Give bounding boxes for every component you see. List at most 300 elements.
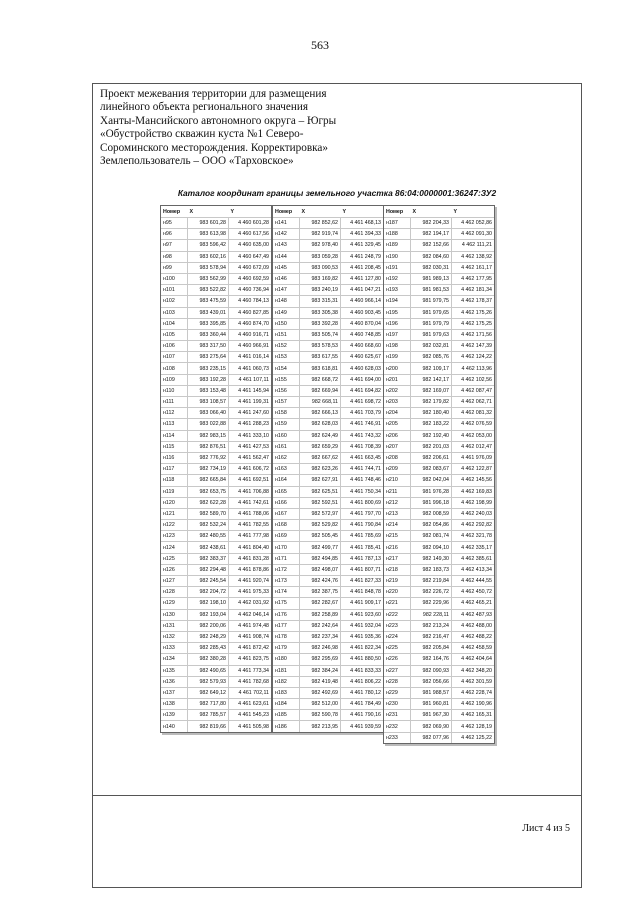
x-coordinate: 982 008,59: [411, 508, 452, 519]
table-row: [161, 374, 271, 385]
x-coordinate: 983 240,19: [300, 285, 341, 296]
y-coordinate: 4 460 628,03: [341, 363, 384, 374]
point-number: н145: [273, 262, 300, 273]
table-row: [384, 654, 494, 665]
point-number: н176: [273, 609, 300, 620]
x-coordinate: 982 294,48: [188, 564, 229, 575]
y-coordinate: 4 462 091,30: [452, 229, 495, 240]
y-coordinate: 4 460 966,91: [229, 341, 272, 352]
table-row: [161, 408, 271, 419]
y-coordinate: 4 461 935,36: [341, 631, 384, 642]
x-coordinate: 982 205,84: [411, 643, 452, 654]
x-coordinate: 981 988,57: [411, 687, 452, 698]
table-row: [384, 542, 494, 553]
table-row: [161, 218, 271, 229]
y-coordinate: 4 461 800,69: [341, 497, 384, 508]
point-number: н104: [161, 318, 188, 329]
y-coordinate: 4 461 782,55: [229, 520, 272, 531]
point-number: н165: [273, 486, 300, 497]
x-coordinate: 983 617,55: [300, 352, 341, 363]
point-number: н149: [273, 307, 300, 318]
y-coordinate: 4 460 784,13: [229, 296, 272, 307]
point-number: н221: [384, 598, 411, 609]
y-coordinate: 4 461 777,98: [229, 531, 272, 542]
point-number: н175: [273, 598, 300, 609]
table-row: [384, 307, 494, 318]
x-coordinate: 982 204,33: [411, 218, 452, 229]
x-coordinate: 982 200,06: [188, 620, 229, 631]
table-row: [161, 318, 271, 329]
table-row: [161, 676, 271, 687]
point-number: н118: [161, 475, 188, 486]
y-coordinate: 4 460 736,94: [229, 285, 272, 296]
x-coordinate: 983 395,85: [188, 318, 229, 329]
x-coordinate: 982 285,43: [188, 643, 229, 654]
y-coordinate: 4 461 750,34: [341, 486, 384, 497]
point-number: н233: [384, 732, 411, 743]
y-coordinate: 4 461 784,49: [341, 699, 384, 710]
point-number: н200: [384, 363, 411, 374]
y-coordinate: 4 462 385,61: [452, 553, 495, 564]
x-coordinate: 982 480,55: [188, 531, 229, 542]
table-row: [273, 441, 383, 452]
y-coordinate: 4 462 198,99: [452, 497, 495, 508]
point-number: н189: [384, 240, 411, 251]
table-row: [161, 497, 271, 508]
x-coordinate: 982 206,61: [411, 452, 452, 463]
point-number: н213: [384, 508, 411, 519]
y-coordinate: 4 461 790,16: [341, 710, 384, 721]
y-coordinate: 4 461 742,61: [229, 497, 272, 508]
y-coordinate: 4 461 920,74: [229, 576, 272, 587]
x-coordinate: 982 383,37: [188, 553, 229, 564]
x-coordinate: 982 030,31: [411, 262, 452, 273]
table-row: [384, 475, 494, 486]
x-coordinate: 983 392,28: [300, 318, 341, 329]
y-coordinate: 4 461 606,72: [229, 464, 272, 475]
y-coordinate: 4 461 848,78: [341, 587, 384, 598]
x-coordinate: 982 213,95: [300, 721, 341, 732]
x-coordinate: 982 498,07: [300, 564, 341, 575]
table-row: [273, 464, 383, 475]
table-row: [273, 631, 383, 642]
point-number: н141: [273, 218, 300, 229]
table-row: [273, 240, 383, 251]
x-coordinate: 982 499,77: [300, 542, 341, 553]
point-number: н172: [273, 564, 300, 575]
table-row: [161, 542, 271, 553]
y-coordinate: 4 462 404,64: [452, 654, 495, 665]
point-number: н142: [273, 229, 300, 240]
point-number: н110: [161, 385, 188, 396]
x-coordinate: 983 578,94: [188, 262, 229, 273]
x-coordinate: 982 179,82: [411, 397, 452, 408]
x-coordinate: 982 717,80: [188, 699, 229, 710]
table-row: [273, 520, 383, 531]
y-coordinate: 4 462 161,17: [452, 262, 495, 273]
x-coordinate: 983 578,53: [300, 341, 341, 352]
table-row: [384, 665, 494, 676]
point-number: н226: [384, 654, 411, 665]
table-row: [384, 631, 494, 642]
y-coordinate: 4 461 047,21: [341, 285, 384, 296]
point-number: н161: [273, 441, 300, 452]
table-row: [161, 397, 271, 408]
table-row: [273, 497, 383, 508]
x-coordinate: 982 512,00: [300, 699, 341, 710]
y-coordinate: 4 461 505,98: [229, 721, 272, 732]
table-row: [384, 721, 494, 732]
y-coordinate: 4 461 880,50: [341, 654, 384, 665]
table-row: [384, 486, 494, 497]
y-coordinate: 4 461 823,75: [229, 654, 272, 665]
x-coordinate: 981 979,63: [411, 329, 452, 340]
point-number: н173: [273, 576, 300, 587]
point-number: н113: [161, 419, 188, 430]
table-row: [384, 464, 494, 475]
point-number: н148: [273, 296, 300, 307]
table-row: [273, 564, 383, 575]
x-coordinate: 983 059,28: [300, 251, 341, 262]
x-coordinate: 983 192,28: [188, 374, 229, 385]
table-row: [384, 497, 494, 508]
y-coordinate: 4 462 076,59: [452, 419, 495, 430]
table-row: [384, 352, 494, 363]
point-number: н196: [384, 318, 411, 329]
table-row: [384, 676, 494, 687]
y-coordinate: 4 461 806,22: [341, 676, 384, 687]
x-coordinate: 982 590,78: [300, 710, 341, 721]
x-coordinate: 982 529,82: [300, 520, 341, 531]
y-coordinate: 4 462 102,56: [452, 374, 495, 385]
point-number: н198: [384, 341, 411, 352]
table-row: [384, 520, 494, 531]
x-coordinate: 982 226,72: [411, 587, 452, 598]
x-coordinate: 982 216,47: [411, 631, 452, 642]
table-row: [161, 508, 271, 519]
point-number: н216: [384, 542, 411, 553]
point-number: н180: [273, 654, 300, 665]
point-number: н202: [384, 385, 411, 396]
x-coordinate: 982 142,17: [411, 374, 452, 385]
x-coordinate: 982 572,97: [300, 508, 341, 519]
point-number: н222: [384, 609, 411, 620]
table-header-row: [161, 206, 271, 218]
table-row: [384, 553, 494, 564]
point-number: н125: [161, 553, 188, 564]
x-coordinate: 982 819,66: [188, 721, 229, 732]
x-coordinate: 982 384,24: [300, 665, 341, 676]
header-line: Проект межевания территории для размещения: [100, 88, 327, 100]
y-coordinate: 4 460 647,49: [229, 251, 272, 262]
x-coordinate: 982 083,67: [411, 464, 452, 475]
y-coordinate: 4 461 199,31: [229, 397, 272, 408]
point-number: н119: [161, 486, 188, 497]
table-row: [384, 576, 494, 587]
point-number: н220: [384, 587, 411, 598]
x-coordinate: 983 505,74: [300, 329, 341, 340]
point-number: н133: [161, 643, 188, 654]
table-row: [273, 576, 383, 587]
table-row: [273, 687, 383, 698]
table-row: [273, 329, 383, 340]
table-row: [273, 676, 383, 687]
table-row: [273, 397, 383, 408]
table-row: [384, 419, 494, 430]
x-coordinate: 982 659,29: [300, 441, 341, 452]
point-number: н158: [273, 408, 300, 419]
point-number: н101: [161, 285, 188, 296]
coordinates-table: [273, 206, 383, 732]
y-coordinate: 4 461 833,33: [341, 665, 384, 676]
y-coordinate: 4 462 175,26: [452, 307, 495, 318]
x-coordinate: 982 785,57: [188, 710, 229, 721]
point-number: н214: [384, 520, 411, 531]
point-number: н199: [384, 352, 411, 363]
x-coordinate: 983 022,88: [188, 419, 229, 430]
y-coordinate: 4 461 208,45: [341, 262, 384, 273]
x-coordinate: 982 876,51: [188, 441, 229, 452]
point-number: н203: [384, 397, 411, 408]
x-coordinate: 982 248,29: [188, 631, 229, 642]
point-number: н135: [161, 665, 188, 676]
header-y: Y: [453, 208, 458, 215]
table-row: [161, 576, 271, 587]
point-number: н155: [273, 374, 300, 385]
x-coordinate: 982 213,24: [411, 620, 452, 631]
y-coordinate: 4 461 909,17: [341, 598, 384, 609]
x-coordinate: 983 066,40: [188, 408, 229, 419]
point-number: н128: [161, 587, 188, 598]
x-coordinate: 982 054,86: [411, 520, 452, 531]
y-coordinate: 4 461 744,71: [341, 464, 384, 475]
y-coordinate: 4 462 458,59: [452, 643, 495, 654]
y-coordinate: 4 461 785,41: [341, 542, 384, 553]
point-number: н187: [384, 218, 411, 229]
table-row: [273, 654, 383, 665]
y-coordinate: 4 462 175,25: [452, 318, 495, 329]
point-number: н108: [161, 363, 188, 374]
y-coordinate: 4 461 692,51: [229, 475, 272, 486]
table-row: [161, 699, 271, 710]
x-coordinate: 982 625,51: [300, 486, 341, 497]
table-row: [273, 352, 383, 363]
header-x: X: [189, 208, 194, 215]
x-coordinate: 983 602,16: [188, 251, 229, 262]
y-coordinate: 4 462 125,22: [452, 732, 495, 743]
point-number: н129: [161, 598, 188, 609]
point-number: н191: [384, 262, 411, 273]
x-coordinate: 982 623,26: [300, 464, 341, 475]
y-coordinate: 4 461 708,39: [341, 441, 384, 452]
x-coordinate: 983 153,48: [188, 385, 229, 396]
table-row: [161, 631, 271, 642]
table-row: [384, 620, 494, 631]
header-line: Землепользователь – ООО «Тарховское»: [100, 155, 294, 168]
y-coordinate: 4 461 743,32: [341, 430, 384, 441]
coordinates-table-3: [383, 205, 495, 744]
table-row: [161, 721, 271, 732]
y-coordinate: 4 460 916,71: [229, 329, 272, 340]
y-coordinate: 4 461 878,86: [229, 564, 272, 575]
y-coordinate: 4 461 698,72: [341, 397, 384, 408]
table-row: [161, 229, 271, 240]
y-coordinate: 4 461 329,45: [341, 240, 384, 251]
table-row: [273, 307, 383, 318]
header-y: Y: [230, 208, 235, 215]
y-coordinate: 4 462 240,03: [452, 508, 495, 519]
y-coordinate: 4 461 623,61: [229, 699, 272, 710]
point-number: н185: [273, 710, 300, 721]
point-number: н131: [161, 620, 188, 631]
y-coordinate: 4 462 147,39: [452, 341, 495, 352]
y-coordinate: 4 460 966,14: [341, 296, 384, 307]
table-row: [273, 699, 383, 710]
y-coordinate: 4 462 178,37: [452, 296, 495, 307]
y-coordinate: 4 462 165,31: [452, 710, 495, 721]
table-row: [161, 452, 271, 463]
y-coordinate: 4 462 450,72: [452, 587, 495, 598]
x-coordinate: 982 246,98: [300, 643, 341, 654]
point-number: н219: [384, 576, 411, 587]
point-number: н228: [384, 676, 411, 687]
point-number: н153: [273, 352, 300, 363]
table-header-row: [384, 206, 494, 218]
table-row: [161, 251, 271, 262]
y-coordinate: 4 462 138,92: [452, 251, 495, 262]
x-coordinate: 982 245,54: [188, 576, 229, 587]
x-coordinate: 982 622,28: [188, 497, 229, 508]
table-row: [384, 609, 494, 620]
y-coordinate: 4 460 870,04: [341, 318, 384, 329]
point-number: н121: [161, 508, 188, 519]
table-row: [384, 296, 494, 307]
point-number: н103: [161, 307, 188, 318]
y-coordinate: 4 461 939,59: [341, 721, 384, 732]
x-coordinate: 982 666,13: [300, 408, 341, 419]
y-coordinate: 4 460 617,56: [229, 229, 272, 240]
table-row: [384, 285, 494, 296]
point-number: н218: [384, 564, 411, 575]
x-coordinate: 982 419,48: [300, 676, 341, 687]
table-row: [161, 486, 271, 497]
table-row: [161, 441, 271, 452]
point-number: н143: [273, 240, 300, 251]
point-number: н111: [161, 397, 188, 408]
x-coordinate: 982 149,30: [411, 553, 452, 564]
point-number: н169: [273, 531, 300, 542]
point-number: н208: [384, 452, 411, 463]
x-coordinate: 982 169,07: [411, 385, 452, 396]
point-number: н147: [273, 285, 300, 296]
point-number: н115: [161, 441, 188, 452]
table-row: [273, 251, 383, 262]
table-row: [384, 710, 494, 721]
y-coordinate: 4 462 012,47: [452, 441, 495, 452]
table-row: [161, 598, 271, 609]
x-coordinate: 982 180,40: [411, 408, 452, 419]
table-row: [161, 240, 271, 251]
x-coordinate: 981 976,28: [411, 486, 452, 497]
point-number: н120: [161, 497, 188, 508]
x-coordinate: 982 424,76: [300, 576, 341, 587]
table-row: [273, 408, 383, 419]
coordinates-table-1: [160, 205, 272, 733]
table-row: [161, 296, 271, 307]
y-coordinate: 4 462 413,34: [452, 564, 495, 575]
point-number: н217: [384, 553, 411, 564]
table-row: [273, 665, 383, 676]
table-row: [161, 385, 271, 396]
point-number: н201: [384, 374, 411, 385]
x-coordinate: 981 979,75: [411, 296, 452, 307]
x-coordinate: 982 387,75: [300, 587, 341, 598]
table-row: [384, 251, 494, 262]
x-coordinate: 982 164,76: [411, 654, 452, 665]
table-row: [384, 643, 494, 654]
point-number: н151: [273, 329, 300, 340]
x-coordinate: 982 094,10: [411, 542, 452, 553]
table-row: [161, 520, 271, 531]
point-number: н116: [161, 452, 188, 463]
table-row: [161, 620, 271, 631]
x-coordinate: 983 315,31: [300, 296, 341, 307]
point-number: н207: [384, 441, 411, 452]
x-coordinate: 982 624,49: [300, 430, 341, 441]
x-coordinate: 982 183,73: [411, 564, 452, 575]
table-row: [384, 687, 494, 698]
header-number: Номер: [386, 208, 404, 215]
y-coordinate: 4 462 465,21: [452, 598, 495, 609]
table-row: [161, 564, 271, 575]
table-row: [161, 687, 271, 698]
y-coordinate: 4 460 668,60: [341, 341, 384, 352]
y-coordinate: 4 462 169,83: [452, 486, 495, 497]
y-coordinate: 4 461 545,23: [229, 710, 272, 721]
y-coordinate: 4 462 113,96: [452, 363, 495, 374]
y-coordinate: 4 461 782,68: [229, 676, 272, 687]
point-number: н157: [273, 397, 300, 408]
table-row: [161, 609, 271, 620]
y-coordinate: 4 462 122,87: [452, 464, 495, 475]
y-coordinate: 4 461 788,06: [229, 508, 272, 519]
point-number: н178: [273, 631, 300, 642]
point-number: н99: [161, 262, 188, 273]
x-coordinate: 982 183,22: [411, 419, 452, 430]
point-number: н137: [161, 687, 188, 698]
header-line: Сороминского месторождения. Корректировка»: [100, 141, 328, 154]
x-coordinate: 982 628,03: [300, 419, 341, 430]
point-number: н179: [273, 643, 300, 654]
coordinates-table: [161, 206, 271, 732]
y-coordinate: 4 462 062,71: [452, 397, 495, 408]
point-number: н231: [384, 710, 411, 721]
y-coordinate: 4 462 488,00: [452, 620, 495, 631]
x-coordinate: 983 275,64: [188, 352, 229, 363]
x-coordinate: 982 237,34: [300, 631, 341, 642]
table-header-row: [273, 206, 383, 218]
x-coordinate: 983 618,81: [300, 363, 341, 374]
x-coordinate: 982 492,69: [300, 687, 341, 698]
point-number: н232: [384, 721, 411, 732]
y-coordinate: 4 461 790,84: [341, 520, 384, 531]
table-row: [273, 318, 383, 329]
y-coordinate: 4 462 301,59: [452, 676, 495, 687]
x-coordinate: 982 978,40: [300, 240, 341, 251]
point-number: н164: [273, 475, 300, 486]
y-coordinate: 4 460 692,59: [229, 273, 272, 284]
table-row: [273, 508, 383, 519]
